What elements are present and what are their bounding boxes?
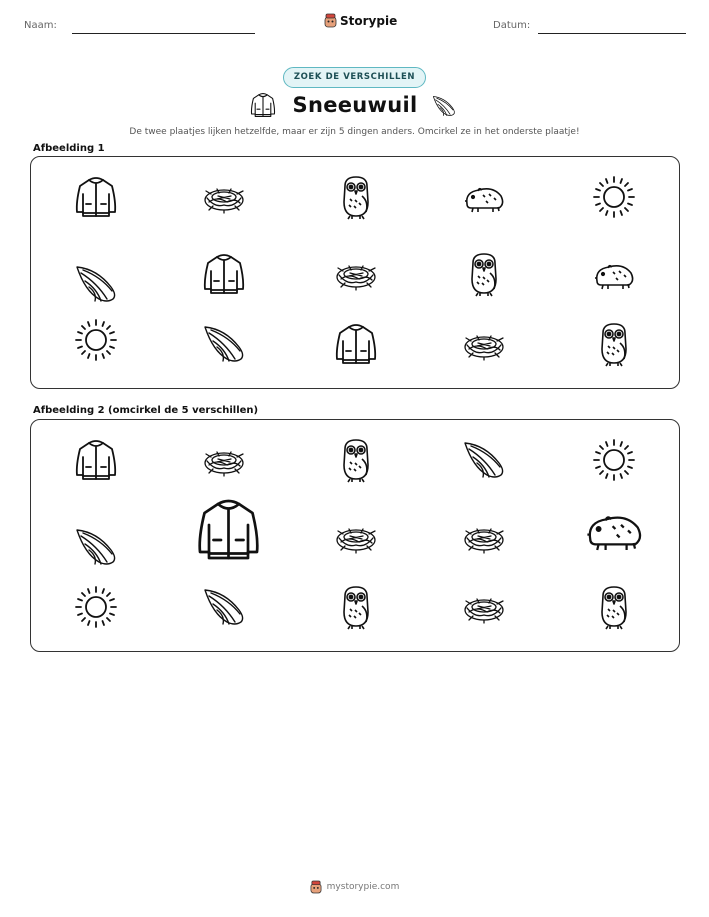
picture2-lemming-icon[interactable] xyxy=(579,494,649,564)
date-label: Datum: xyxy=(493,20,531,31)
picture1-jacket-icon[interactable] xyxy=(199,249,249,299)
instructions: De twee plaatjes lijken hetzelfde, maar er zijn 5 dingen anders. Omcirkel ze in het onderste plaatje! xyxy=(129,127,580,137)
date-field[interactable] xyxy=(538,33,686,34)
picture1-jacket-icon[interactable] xyxy=(71,172,121,222)
picture2-nest-icon[interactable] xyxy=(459,582,509,632)
picture1-panel xyxy=(30,156,680,389)
picture2-jacket-icon[interactable] xyxy=(191,492,266,567)
picture1-lemming-icon[interactable] xyxy=(589,249,639,299)
name-field[interactable] xyxy=(72,33,255,34)
picture1-wing-icon[interactable] xyxy=(71,259,121,309)
picture2-owl-icon[interactable] xyxy=(331,435,381,485)
picture1-nest-icon[interactable] xyxy=(199,172,249,222)
picture1-nest-icon[interactable] xyxy=(459,319,509,369)
brand-name: Storypie xyxy=(340,13,398,28)
picture2-sun-icon[interactable] xyxy=(589,435,639,485)
picture2-owl-icon[interactable] xyxy=(331,582,381,632)
picture2-wing-icon[interactable] xyxy=(199,582,249,632)
picture2-jacket-icon[interactable] xyxy=(71,435,121,485)
picture2-sun-icon[interactable] xyxy=(71,582,121,632)
picture2-panel xyxy=(30,419,680,652)
picture2-nest-icon[interactable] xyxy=(199,435,249,485)
picture2-nest-icon[interactable] xyxy=(459,512,509,562)
worksheet-title: Sneeuwuil xyxy=(292,93,418,117)
picture1-lemming-icon[interactable] xyxy=(459,172,509,222)
picture1-owl-icon[interactable] xyxy=(331,172,381,222)
picture1-sun-icon[interactable] xyxy=(589,172,639,222)
picture1-nest-icon[interactable] xyxy=(331,249,381,299)
activity-badge: ZOEK DE VERSCHILLEN xyxy=(283,67,426,88)
picture2-wing-icon[interactable] xyxy=(71,522,121,572)
picture1-sun-icon[interactable] xyxy=(71,315,121,365)
picture2-title: Afbeelding 2 (omcirkel de 5 verschillen) xyxy=(33,405,259,416)
picture1-wing-icon[interactable] xyxy=(199,319,249,369)
footer-url[interactable]: mystorypie.com xyxy=(326,882,400,892)
picture2-nest-icon[interactable] xyxy=(331,512,381,562)
picture2-wing-icon[interactable] xyxy=(459,435,509,485)
brand-logo xyxy=(324,13,397,28)
picture1-jacket-icon[interactable] xyxy=(331,319,381,369)
picture1-owl-icon[interactable] xyxy=(459,249,509,299)
storypie-mascot-icon xyxy=(324,13,337,28)
title-wing-icon xyxy=(430,92,458,120)
footer xyxy=(0,880,709,894)
picture2-owl-icon[interactable] xyxy=(589,582,639,632)
picture1-owl-icon[interactable] xyxy=(589,319,639,369)
picture1-title: Afbeelding 1 xyxy=(33,143,105,154)
storypie-mascot-icon xyxy=(310,880,322,894)
name-label: Naam: xyxy=(24,20,57,31)
